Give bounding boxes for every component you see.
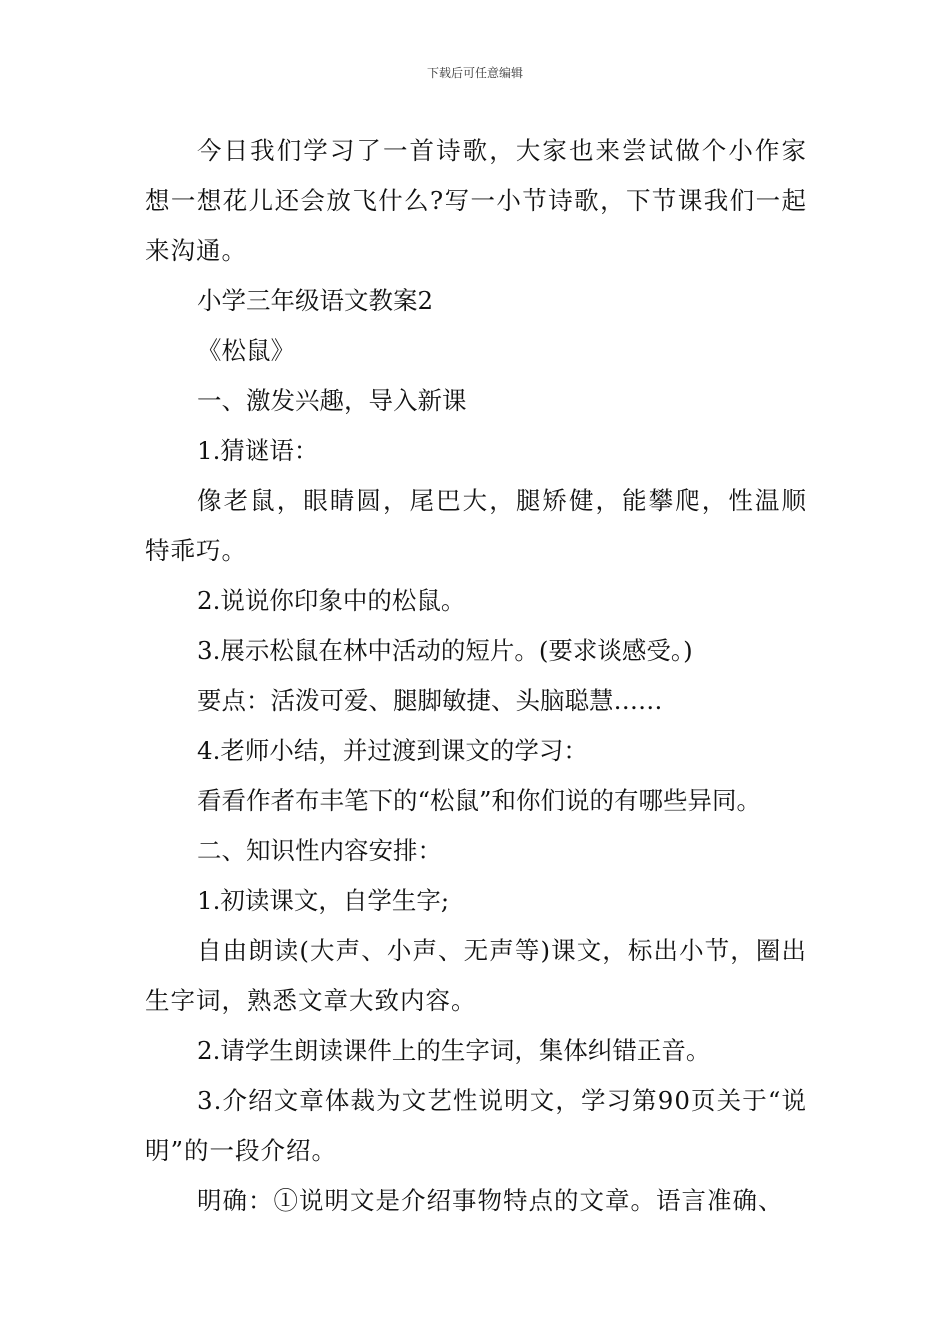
list-item: 1.初读课文，自学生字;	[197, 886, 450, 915]
lesson-title: 小学三年级语文教案2	[197, 286, 434, 315]
text-title: 《松鼠》	[197, 336, 295, 365]
paragraph: 自由朗读(大声、小声、无声等)课文，标出小节，圈出生字词，熟悉文章大致内容。	[145, 936, 807, 1015]
list-item: 3.展示松鼠在林中活动的短片。(要求谈感受。)	[197, 636, 693, 665]
paragraph: 要点：活泼可爱、腿脚敏捷、头脑聪慧……	[197, 686, 663, 715]
document-body	[145, 126, 807, 1226]
page-header-note: 下载后可任意编辑	[426, 66, 523, 80]
paragraph: 像老鼠，眼睛圆，尾巴大，腿矫健，能攀爬，性温顺特乖巧。	[145, 486, 807, 565]
list-item: 2.说说你印象中的松鼠。	[197, 586, 466, 615]
section-heading: 二、知识性内容安排：	[197, 836, 442, 865]
paragraph: 看看作者布丰笔下的“松鼠”和你们说的有哪些异同。	[197, 786, 762, 815]
list-item: 4.老师小结，并过渡到课文的学习：	[197, 736, 588, 765]
paragraph: 明确：①说明文是介绍事物特点的文章。语言准确、	[197, 1186, 784, 1215]
list-item: 3.介绍文章体裁为文艺性说明文，学习第90页关于“说明”的一段介绍。	[145, 1086, 807, 1165]
section-heading: 一、激发兴趣，导入新课	[197, 386, 467, 415]
list-item: 2.请学生朗读课件上的生字词，集体纠错正音。	[197, 1036, 711, 1065]
paragraph: 今日我们学习了一首诗歌，大家也来尝试做个小作家想一想花儿还会放飞什么?写一小节诗歌，下节课我们一起来沟通。	[145, 136, 807, 265]
list-item: 1.猜谜语：	[197, 436, 319, 465]
